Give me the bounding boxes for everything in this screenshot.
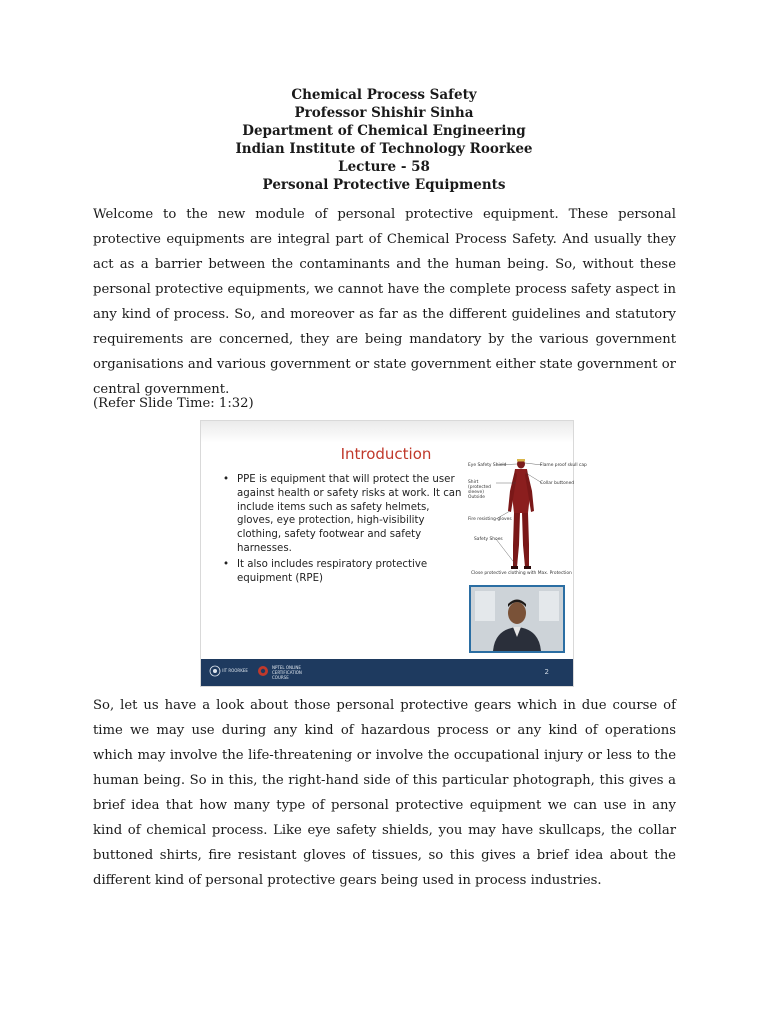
slide-bullet-list: [223, 473, 463, 587]
slide-bullet: • It also includes respiratory protective equipment (RPE): [223, 558, 463, 586]
label-eye-shield: Eye Safety Shield: [468, 463, 507, 468]
label-shoes: Safety Shoes: [474, 537, 503, 542]
figure-caption: Close protective clothing with Max. Protection: [471, 571, 572, 576]
slide-footer-bar: [201, 659, 573, 686]
lecture-number: Lecture - 58: [338, 159, 430, 175]
nptel-text: NPTEL ONLINE CERTIFICATION COURSE: [272, 665, 302, 680]
lecture-slide-image: [200, 420, 587, 687]
slide-title: Introduction: [340, 445, 432, 463]
slide-page-number: 2: [544, 668, 549, 676]
professor-name: Professor Shishir Sinha: [294, 105, 474, 121]
document-header: [0, 86, 768, 194]
slide-content: [201, 421, 587, 659]
slide-bullet: • PPE is equipment that will protect the user against health or safety risks at work. It can include items such as safety helmets, gloves, eye protection, high-visibility clothing, safety footwear and safety harnesses.: [223, 473, 463, 556]
ppe-figure-illustration: [466, 455, 587, 577]
nptel-seal-icon: [257, 665, 269, 677]
label-gloves: Fire resisting gloves: [468, 517, 512, 522]
course-title: Chemical Process Safety: [291, 87, 477, 103]
lecture-topic: Personal Protective Equipments: [262, 177, 506, 193]
body-paragraph: So, let us have a look about those personal protective gears which in due course of time we may use during any kind of hazardous process or any kind of operations which may involve the life-threatening or involve the occupational injury or less to the human being. So in this, the right-hand side of this particular photograph, this gives a brief idea that how many type of personal protective equipment we can use in any kind of chemical process. Like eye safety shields, you may have skullcaps, the collar buttoned shirts, fire resistant gloves of tissues, so this gives a brief idea about the different kind of personal protective gears being used in process industries.: [93, 698, 676, 888]
label-shirt: Shirt (protected sleeve) Outside: [468, 480, 491, 500]
refer-slide-time: (Refer Slide Time: 1:32): [93, 396, 254, 411]
lecturer-person-icon: [471, 587, 563, 651]
intro-paragraph: Welcome to the new module of personal protective equipment. These personal protective equipments are integral part of Chemical Process Safety. And usually they act as a barrier between the contaminants and the human being. So, without these personal protective equipments, we cannot have the complete process safety aspect in any kind of process. So, and moreover as far as the different guidelines and statutory requirements are concerned, they are being mandatory by the various government organisations and various government or state government either state government or central government.: [93, 207, 676, 397]
iit-roorkee-text: IIT ROORKEE: [222, 668, 248, 673]
iit-roorkee-logo: [209, 665, 248, 680]
iit-seal-icon: [209, 665, 221, 677]
department-name: Department of Chemical Engineering: [242, 123, 526, 139]
nptel-logo: [257, 665, 317, 680]
ppe-suit-figure-icon: [466, 455, 575, 577]
label-collar: Collar buttoned: [540, 481, 575, 486]
label-skull-cap: Flame proof skull cap: [540, 463, 587, 468]
lecturer-video-thumbnail: [469, 585, 565, 653]
institute-name: Indian Institute of Technology Roorkee: [235, 141, 533, 157]
